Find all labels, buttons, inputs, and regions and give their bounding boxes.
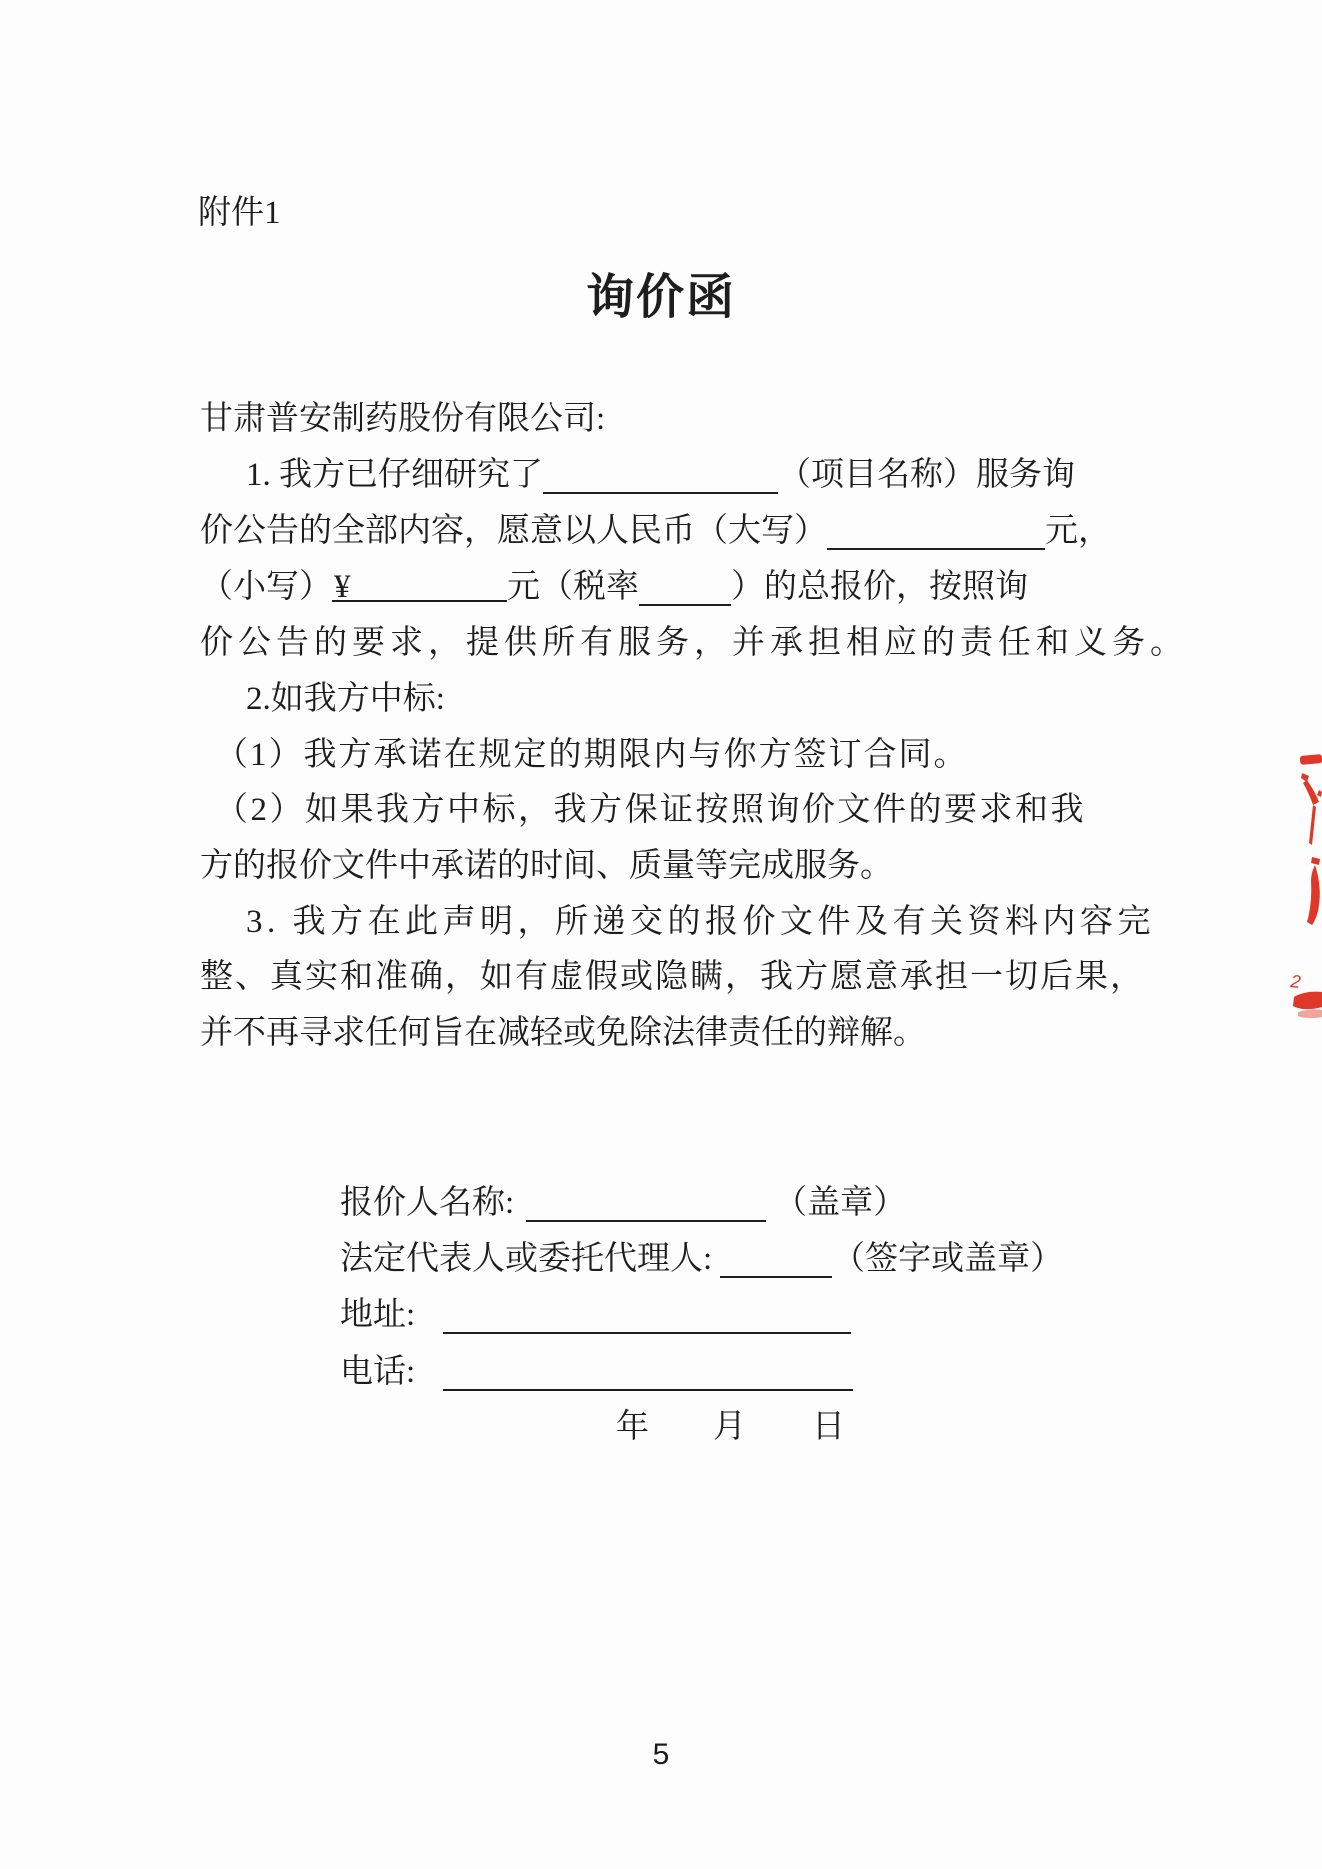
tax-rate-blank [639,568,731,606]
stamp-stroke [1300,754,1322,765]
signature-line [340,1349,853,1395]
document-title: 询价函 [585,271,736,324]
representative-blank [720,1240,832,1278]
clause2-heading: 2.如我方中标: [246,681,445,717]
clause1-line3-mid: 元（税率 [507,569,639,605]
stamp-digit: 2 [1289,971,1302,993]
body-line: 整、真实和准确，如有虚假或隐瞒，我方愿意承担一切后果， [200,959,1145,995]
red-stamp-fragments [1240,735,1322,1045]
bidder-name-blank [526,1184,766,1222]
stamp-stroke [1301,773,1309,782]
body-line: 方的报价文件中承诺的时间、质量等完成服务。 [200,848,893,884]
sign-or-seal-note: （签字或盖章） [832,1241,1064,1277]
amount-words-blank [827,512,1045,550]
stamp-stroke [1293,992,1322,1009]
project-name-blank [543,456,778,494]
body-line [200,564,1028,610]
date-day-label: 日 [812,1409,845,1445]
attachment-label: 附件1 [198,195,281,231]
date-month-label: 月 [713,1409,746,1445]
signature-line [340,1292,851,1338]
signature-line [340,1236,1063,1282]
body-line: （2）如果我方中标，我方保证按照询价文件的要求和我 [215,792,1086,828]
signature-line [340,1180,906,1226]
currency-symbol: ¥ [334,569,351,605]
clause1-line2-tail: 元， [1045,513,1111,549]
salutation: 甘肃普安制药股份有限公司: [200,401,606,437]
phone-blank [443,1353,853,1391]
date-year-label: 年 [616,1409,649,1445]
seal-note: （盖章） [774,1185,907,1221]
body-line [200,508,1111,554]
clause1-line3-tail: ）的总报价，按照询 [731,569,1028,605]
body-line: 价公告的要求，提供所有服务，并承担相应的责任和义务。 [200,625,1188,661]
address-label: 地址: [340,1297,416,1333]
page-number: 5 [652,1738,670,1771]
clause1-lead: 1. 我方已仔细研究了 [246,457,543,493]
stamp-stroke [1298,1009,1322,1018]
stamp-stroke [1309,805,1316,845]
body-line: 并不再寻求任何旨在减轻或免除法律责任的辩解。 [200,1015,926,1051]
phone-label: 电话: [340,1354,416,1390]
stamp-stroke [1317,790,1322,797]
amount-figures-blank [332,564,507,605]
clause1-after-blank: （项目名称）服务询 [778,457,1075,493]
representative-label: 法定代表人或委托代理人: [340,1241,713,1277]
date-line [616,1404,845,1450]
stamp-stroke [1311,857,1320,865]
clause1-line2-lead: 价公告的全部内容，愿意以人民币（大写） [200,513,827,549]
body-line [246,452,1075,498]
body-line: 3. 我方在此声明，所递交的报价文件及有关资料内容完 [246,904,1155,940]
clause1-line3-lead: （小写） [200,569,332,605]
body-line: （1）我方承诺在规定的期限内与你方签订合同。 [215,737,969,773]
address-blank [443,1296,851,1334]
bidder-name-label: 报价人名称: [340,1185,515,1221]
stamp-stroke [1303,780,1319,805]
stamp-stroke [1307,865,1320,925]
